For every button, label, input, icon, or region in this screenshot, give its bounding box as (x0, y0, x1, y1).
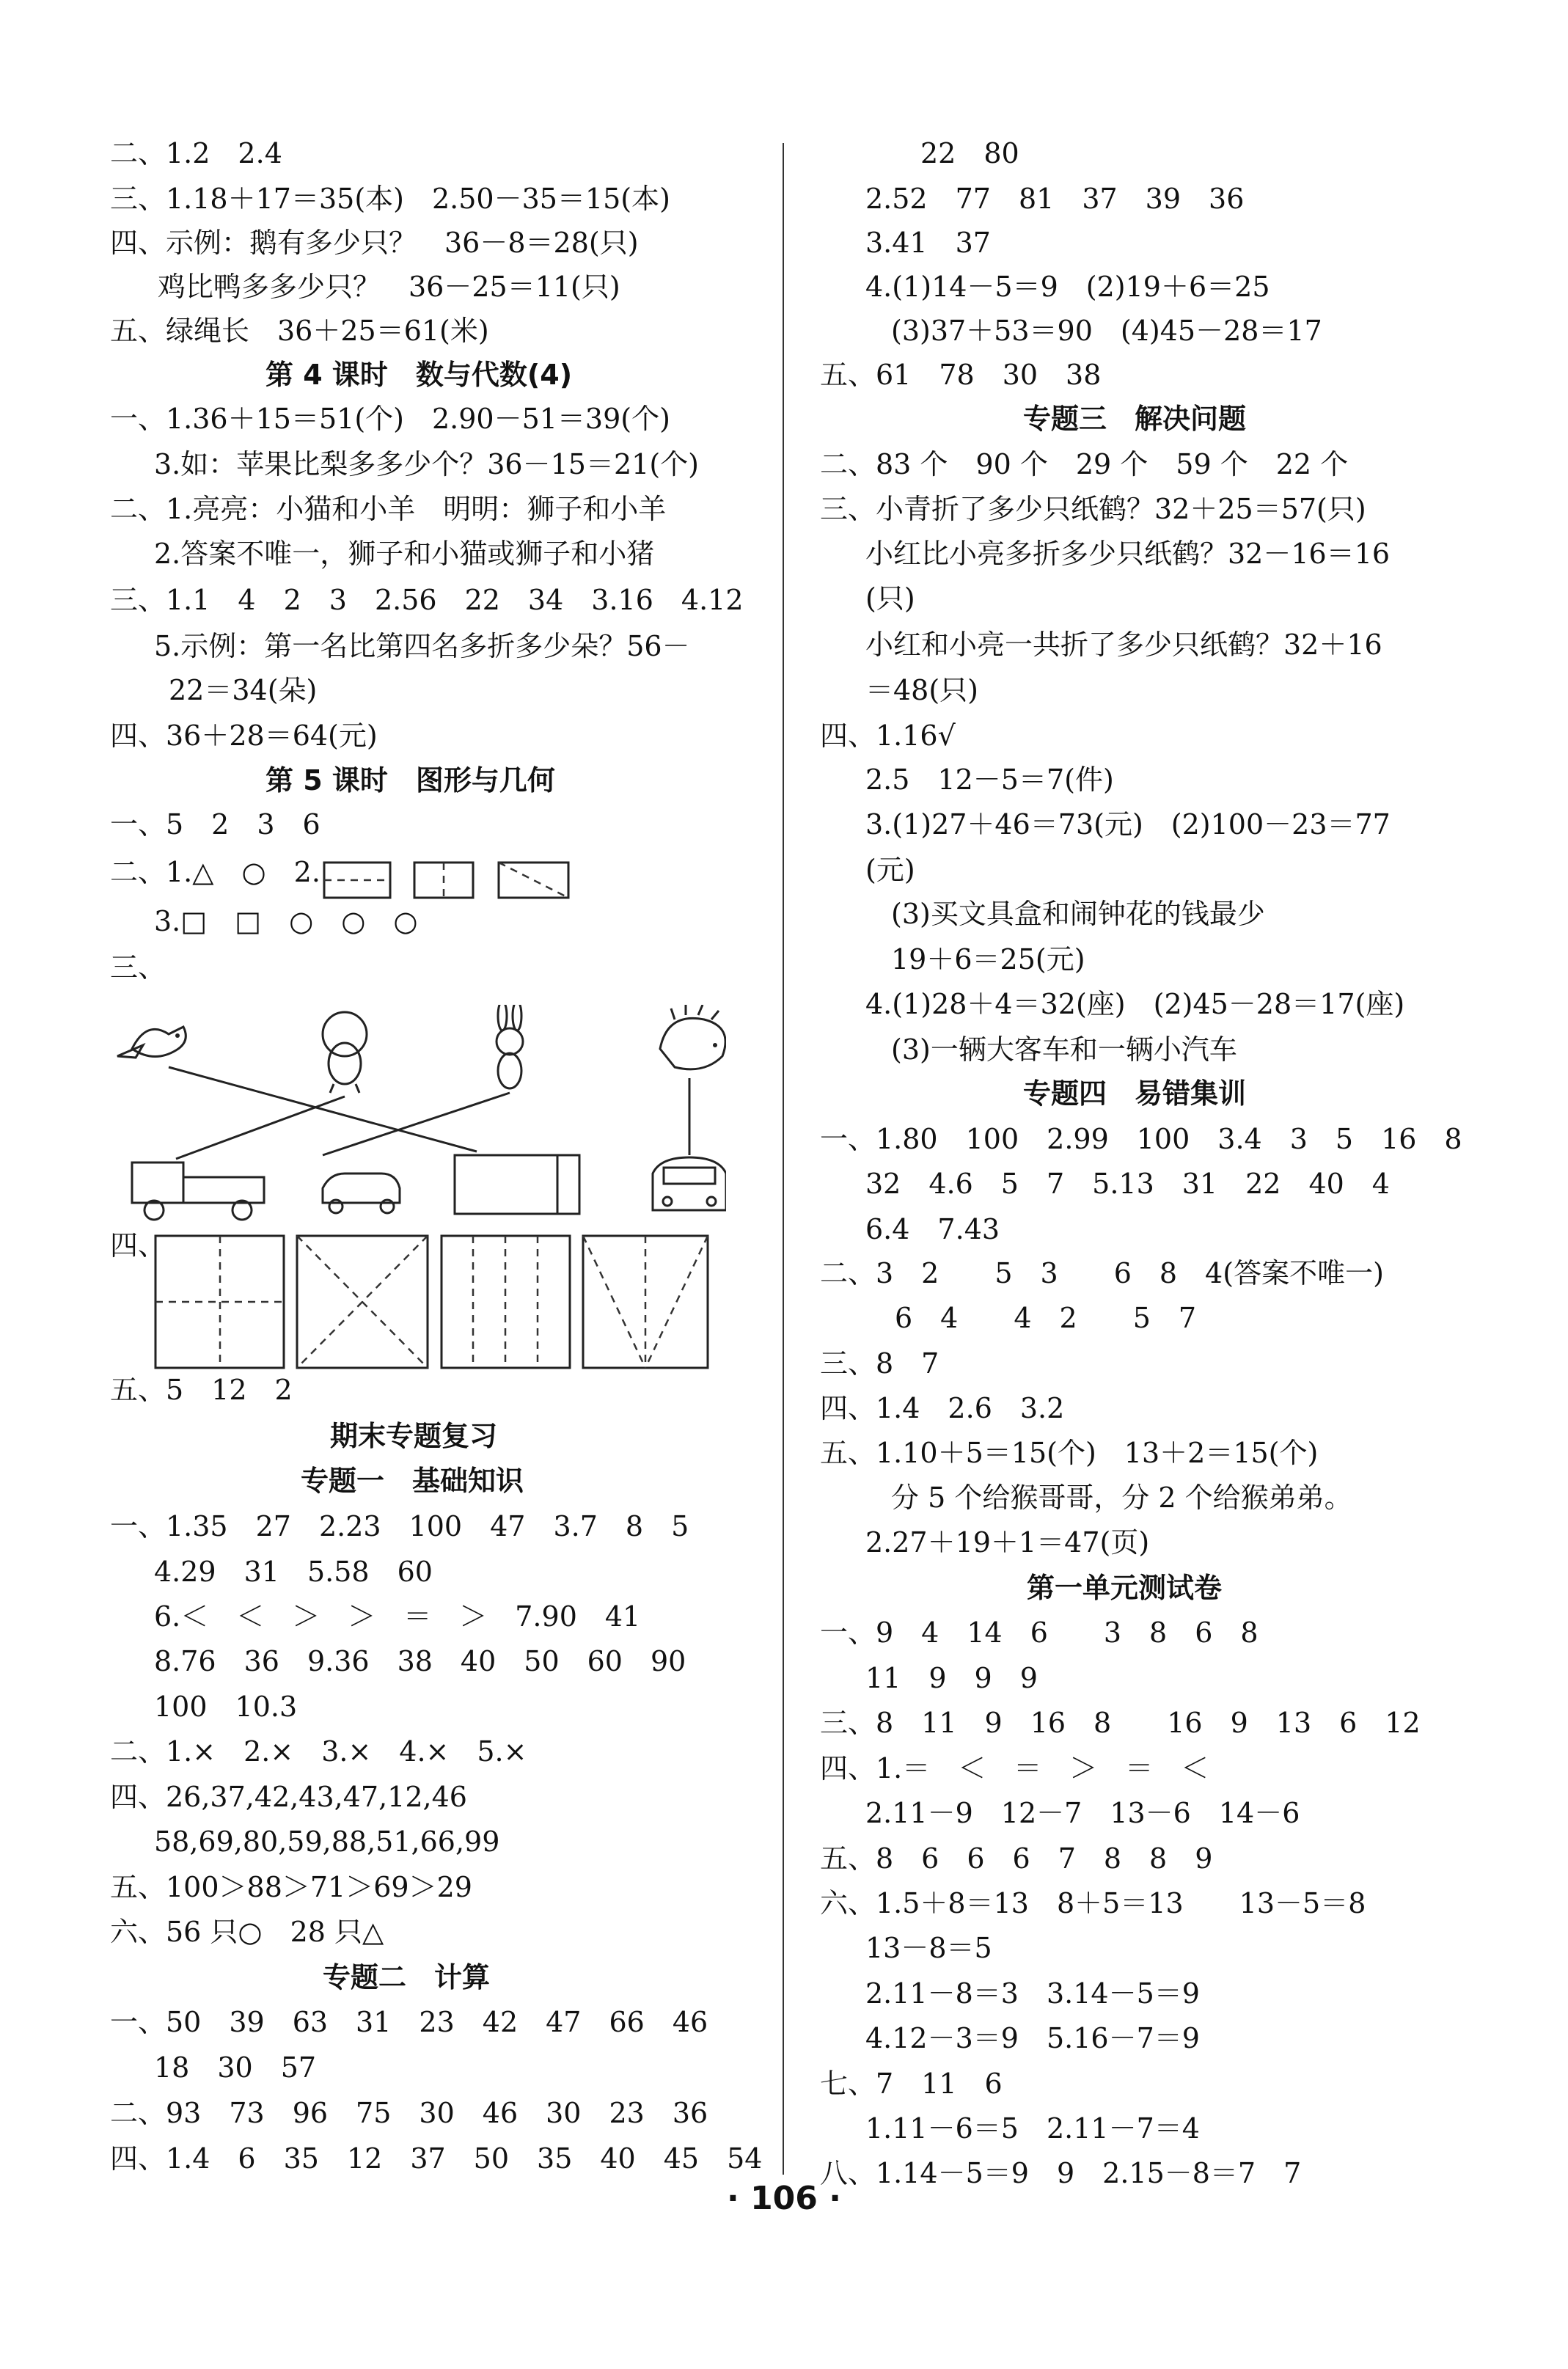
answer-line-27: 五、1.10＋5＝15(个) 13＋2＝15(个) (820, 1437, 1319, 1469)
square-fold-figures (154, 1234, 711, 1374)
answer-line-2: 3.41 37 (865, 227, 991, 259)
answer-line-3: 鸡比鸭多多少只？ 36－25＝11(只) (158, 271, 620, 303)
answer-line-1: 三、1.18＋17＝35(本) 2.50－35＝15(本) (110, 183, 670, 215)
section-heading-2: 期末专题复习 (330, 1420, 498, 1452)
answer-line-28: 分 5 个给猴哥哥，分 2 个给猴弟弟。 (891, 1482, 1352, 1514)
car-icon (323, 1173, 400, 1213)
answer-line-9: (只) (865, 582, 915, 615)
answer-line-32: 四、1.4 6 35 12 37 50 35 40 45 54 (110, 2142, 763, 2175)
page-number: · 106 · (727, 2180, 841, 2217)
answer-line-30: 18 30 57 (154, 2051, 317, 2084)
answer-line-27: 五、100＞88＞71＞69＞29 (110, 1871, 472, 1903)
answer-line-34: 2.11－9 12－7 13－6 14－6 (865, 1797, 1300, 1829)
answer-line-21: 32 4.6 5 7 5.13 31 22 40 4 (865, 1168, 1390, 1200)
section-heading-0: 第 4 课时 数与代数(4) (265, 359, 573, 391)
section-heading-0: 专题三 解决问题 (1023, 403, 1247, 435)
answer-line-29: 2.27＋19＋1＝47(页) (865, 1526, 1150, 1559)
column-divider (783, 143, 784, 2175)
answer-line-22: 8.76 36 9.36 38 40 50 60 90 (154, 1645, 686, 1677)
answer-line-16: (3)买文具盒和闹钟花的钱最少 (891, 898, 1265, 930)
answer-line-42: 八、1.14－5＝9 9 2.15－8＝7 7 (820, 2157, 1302, 2189)
answer-line-11: 22＝34(朵) (169, 674, 318, 706)
answer-line-26: 四、1.4 2.6 3.2 (820, 1392, 1065, 1424)
answer-line-31: 11 9 9 9 (865, 1662, 1038, 1694)
answer-line-37: 13－8＝5 (865, 1932, 992, 1964)
answer-line-9: 三、1.1 4 2 3 2.56 22 34 3.16 4.12 (110, 584, 744, 616)
answer-line-16: 三、 (110, 951, 166, 984)
answer-line-36: 六、1.5＋8＝13 8＋5＝13 13－5＝8 (820, 1887, 1366, 1919)
answer-line-24: 6 4 4 2 5 7 (895, 1302, 1197, 1334)
answer-line-19: (3)一辆大客车和一辆小汽车 (891, 1033, 1237, 1066)
answer-line-40: 七、7 11 6 (820, 2068, 1003, 2100)
answer-line-13: 一、5 2 3 6 (110, 808, 320, 841)
section-heading-3: 专题一 基础知识 (301, 1465, 524, 1497)
answer-line-6: 二、83 个 90 个 29 个 59 个 22 个 (820, 448, 1349, 480)
answer-line-25: 三、8 7 (820, 1347, 939, 1380)
answer-line-6: 3.如：苹果比梨多多少个？36－15＝21(个) (154, 448, 699, 480)
answer-line-26: 58,69,80,59,88,51,66,99 (154, 1826, 500, 1858)
answer-line-33: 四、1.＝ ＜ ＝ ＞ ＝ ＜ (820, 1752, 1209, 1784)
answer-line-11: ＝48(只) (865, 674, 979, 706)
section-heading-4: 专题二 计算 (323, 1961, 491, 1993)
answer-line-20: 4.29 31 5.58 60 (154, 1556, 433, 1588)
answer-line-5: 一、1.36＋15＝51(个) 2.90－51＝39(个) (110, 403, 670, 435)
answer-line-0: 二、1.2 2.4 (110, 137, 282, 169)
answer-line-17: 19＋6＝25(元) (891, 943, 1085, 975)
answer-line-7: 二、1.亮亮：小猫和小羊 明明：狮子和小羊 (110, 493, 667, 525)
section-heading-1: 专题四 易错集训 (1023, 1077, 1247, 1110)
answer-line-17: 四、 (110, 1229, 166, 1262)
answer-line-10: 小红和小亮一共折了多少只纸鹤？32＋16 (865, 629, 1382, 661)
hedgehog-icon (660, 1005, 725, 1069)
answer-line-18: 五、5 12 2 (110, 1374, 293, 1406)
answer-line-41: 1.11－6＝5 2.11－7＝4 (865, 2112, 1200, 2145)
answer-line-30: 一、9 4 14 6 3 8 6 8 (820, 1616, 1259, 1649)
answer-line-23: 二、3 2 5 3 6 8 4(答案不唯一) (820, 1257, 1384, 1289)
answer-line-0: 22 80 (920, 137, 1019, 169)
answer-line-7: 三、小青折了多少只纸鹤？32＋25＝57(只) (820, 493, 1366, 525)
answer-line-2: 四、示例：鹅有多少只？ 36－8＝28(只) (110, 227, 639, 259)
answer-line-25: 四、26,37,42,43,47,12,46 (110, 1781, 467, 1813)
answer-line-4: (3)37＋53＝90 (4)45－28＝17 (891, 315, 1322, 347)
answer-line-18: 4.(1)28＋4＝32(座) (2)45－28＝17(座) (865, 988, 1405, 1020)
answer-line-38: 2.11－8＝3 3.14－5＝9 (865, 1977, 1200, 2010)
answer-line-3: 4.(1)14－5＝9 (2)19＋6＝25 (865, 271, 1270, 303)
matching-illustration (103, 1005, 726, 1225)
answer-line-19: 一、1.35 27 2.23 100 47 3.7 8 5 (110, 1510, 689, 1542)
answer-line-8: 2.答案不唯一，狮子和小猫或狮子和小猪 (154, 538, 655, 570)
answer-line-1: 2.52 77 81 37 39 36 (865, 183, 1245, 215)
answer-line-5: 五、61 78 30 38 (820, 359, 1102, 391)
answer-line-20: 一、1.80 100 2.99 100 3.4 3 5 16 8 (820, 1123, 1462, 1155)
answer-line-15: (元) (865, 854, 915, 886)
answer-line-14: 3.(1)27＋46＝73(元) (2)100－23＝77 (865, 808, 1391, 841)
mouse-icon (323, 1012, 367, 1093)
box-icon (455, 1155, 579, 1214)
answer-line-15: 3.□ □ ○ ○ ○ (154, 905, 418, 937)
answer-line-39: 4.12－3＝9 5.16－7＝9 (865, 2022, 1200, 2054)
bird-icon (117, 1027, 186, 1058)
rectangle-fold-figures (323, 858, 579, 904)
answer-line-35: 五、8 6 6 6 7 8 8 9 (820, 1842, 1213, 1875)
answer-line-32: 三、8 11 9 16 8 16 9 13 6 12 (820, 1707, 1421, 1739)
answer-line-23: 100 10.3 (154, 1691, 298, 1723)
answer-line-28: 六、56 只○ 28 只△ (110, 1916, 384, 1948)
answer-line-29: 一、50 39 63 31 23 42 47 66 46 (110, 2006, 708, 2038)
truck-icon (132, 1162, 264, 1220)
answer-line-12: 四、36＋28＝64(元) (110, 720, 378, 752)
answer-line-13: 2.5 12－5＝7(件) (865, 764, 1114, 796)
answer-line-22: 6.4 7.43 (865, 1213, 1000, 1245)
answer-line-31: 二、93 73 96 75 30 46 30 23 36 (110, 2097, 708, 2129)
answer-line-24: 二、1.× 2.× 3.× 4.× 5.× (110, 1735, 527, 1768)
answer-line-8: 小红比小亮多折多少只纸鹤？32－16＝16 (865, 538, 1391, 570)
answer-line-14: 二、1.△ ○ 2. (110, 856, 320, 888)
answer-line-21: 6.＜ ＜ ＞ ＞ ＝ ＞ 7.90 41 (154, 1600, 641, 1633)
answer-line-12: 四、1.16√ (820, 720, 956, 752)
rabbit-icon (497, 1005, 523, 1088)
answer-line-10: 5.示例：第一名比第四名多折多少朵？56－ (154, 630, 690, 662)
section-heading-2: 第一单元测试卷 (1027, 1572, 1223, 1604)
section-heading-1: 第 5 课时 图形与几何 (265, 764, 555, 797)
van-icon (653, 1157, 726, 1210)
answer-line-4: 五、绿绳长 36＋25＝61(米) (110, 315, 489, 347)
